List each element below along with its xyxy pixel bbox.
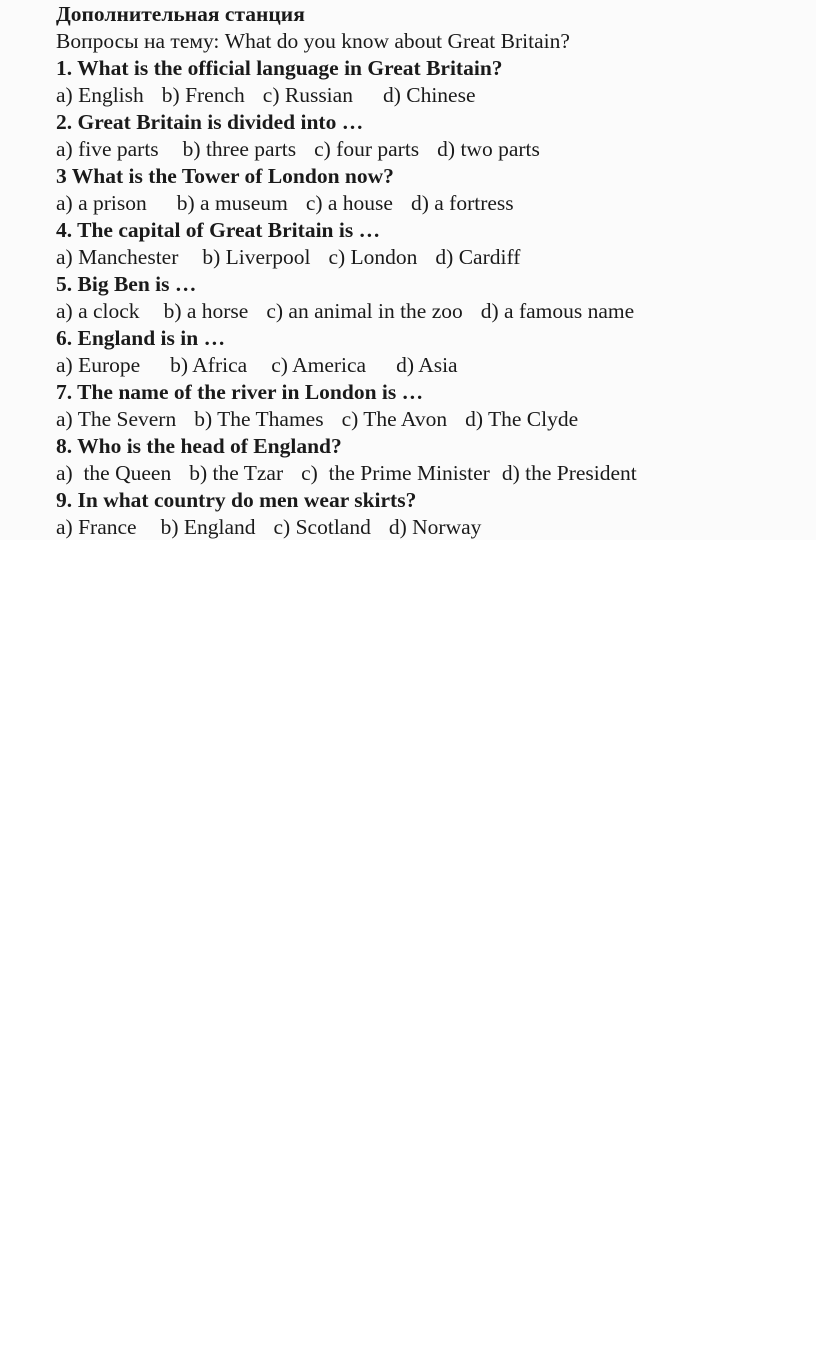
- question-3: 3 What is the Tower of London now?: [56, 164, 394, 188]
- answer-option: a) five parts: [56, 137, 159, 161]
- question-5: 5. Big Ben is …: [56, 272, 197, 296]
- document-title: Дополнительная станция: [56, 2, 305, 26]
- answers-5: [56, 298, 806, 325]
- answer-option: a) the Queen: [56, 461, 172, 485]
- answer-option: a) a prison: [56, 191, 147, 215]
- answers-9: [56, 514, 806, 541]
- answer-option: d) two parts: [437, 137, 540, 161]
- answer-option: c) four parts: [314, 137, 420, 161]
- answer-option: c) Scotland: [273, 515, 371, 539]
- answer-option: b) three parts: [182, 137, 297, 161]
- answer-option: c) an animal in the zoo: [266, 299, 463, 323]
- answer-option: a) The Severn: [56, 407, 177, 431]
- answer-option: d) the President: [501, 461, 637, 485]
- answer-option: a) Manchester: [56, 245, 179, 269]
- answer-option: c) a house: [305, 191, 393, 215]
- answer-option: c) the Prime Minister: [301, 461, 490, 485]
- answer-option: b) Africa: [170, 353, 248, 377]
- question-6: 6. England is in …: [56, 326, 226, 350]
- question-4: 4. The capital of Great Britain is …: [56, 218, 381, 242]
- question-8: 8. Who is the head of England?: [56, 434, 342, 458]
- answer-option: d) a fortress: [410, 191, 514, 215]
- answers-3: [56, 190, 806, 217]
- question-7: 7. The name of the river in London is …: [56, 380, 424, 404]
- document-body: [56, 0, 806, 541]
- answer-option: b) Liverpool: [202, 245, 311, 269]
- answers-6: [56, 352, 806, 379]
- answer-option: a) Europe: [56, 353, 141, 377]
- answers-7: [56, 406, 806, 433]
- answer-option: b) a museum: [176, 191, 288, 215]
- answer-option: c) America: [271, 353, 367, 377]
- document-subtitle: Вопросы на тему: What do you know about Great Britain?: [56, 29, 570, 53]
- answer-option: d) Cardiff: [435, 245, 521, 269]
- answer-option: c) Russian: [262, 83, 353, 107]
- answers-1: [56, 82, 806, 109]
- answer-option: d) Asia: [396, 353, 458, 377]
- answer-option: c) London: [328, 245, 418, 269]
- answer-option: b) a horse: [163, 299, 249, 323]
- question-1: 1. What is the official language in Great Britain?: [56, 56, 503, 80]
- question-9: 9. In what country do men wear skirts?: [56, 488, 417, 512]
- answer-option: d) The Clyde: [465, 407, 579, 431]
- answer-option: b) the Tzar: [189, 461, 284, 485]
- answer-option: a) France: [56, 515, 137, 539]
- answers-2: [56, 136, 806, 163]
- question-2: 2. Great Britain is divided into …: [56, 110, 364, 134]
- answer-option: a) English: [56, 83, 144, 107]
- answer-option: c) The Avon: [341, 407, 448, 431]
- answers-8: [56, 460, 806, 487]
- answer-option: b) England: [160, 515, 256, 539]
- answer-option: b) The Thames: [194, 407, 324, 431]
- answer-option: d) Norway: [388, 515, 482, 539]
- answer-option: a) a clock: [56, 299, 140, 323]
- answer-option: d) a famous name: [480, 299, 635, 323]
- answer-option: b) French: [161, 83, 245, 107]
- answers-4: [56, 244, 806, 271]
- document-page: [0, 0, 816, 540]
- answer-option: d) Chinese: [382, 83, 476, 107]
